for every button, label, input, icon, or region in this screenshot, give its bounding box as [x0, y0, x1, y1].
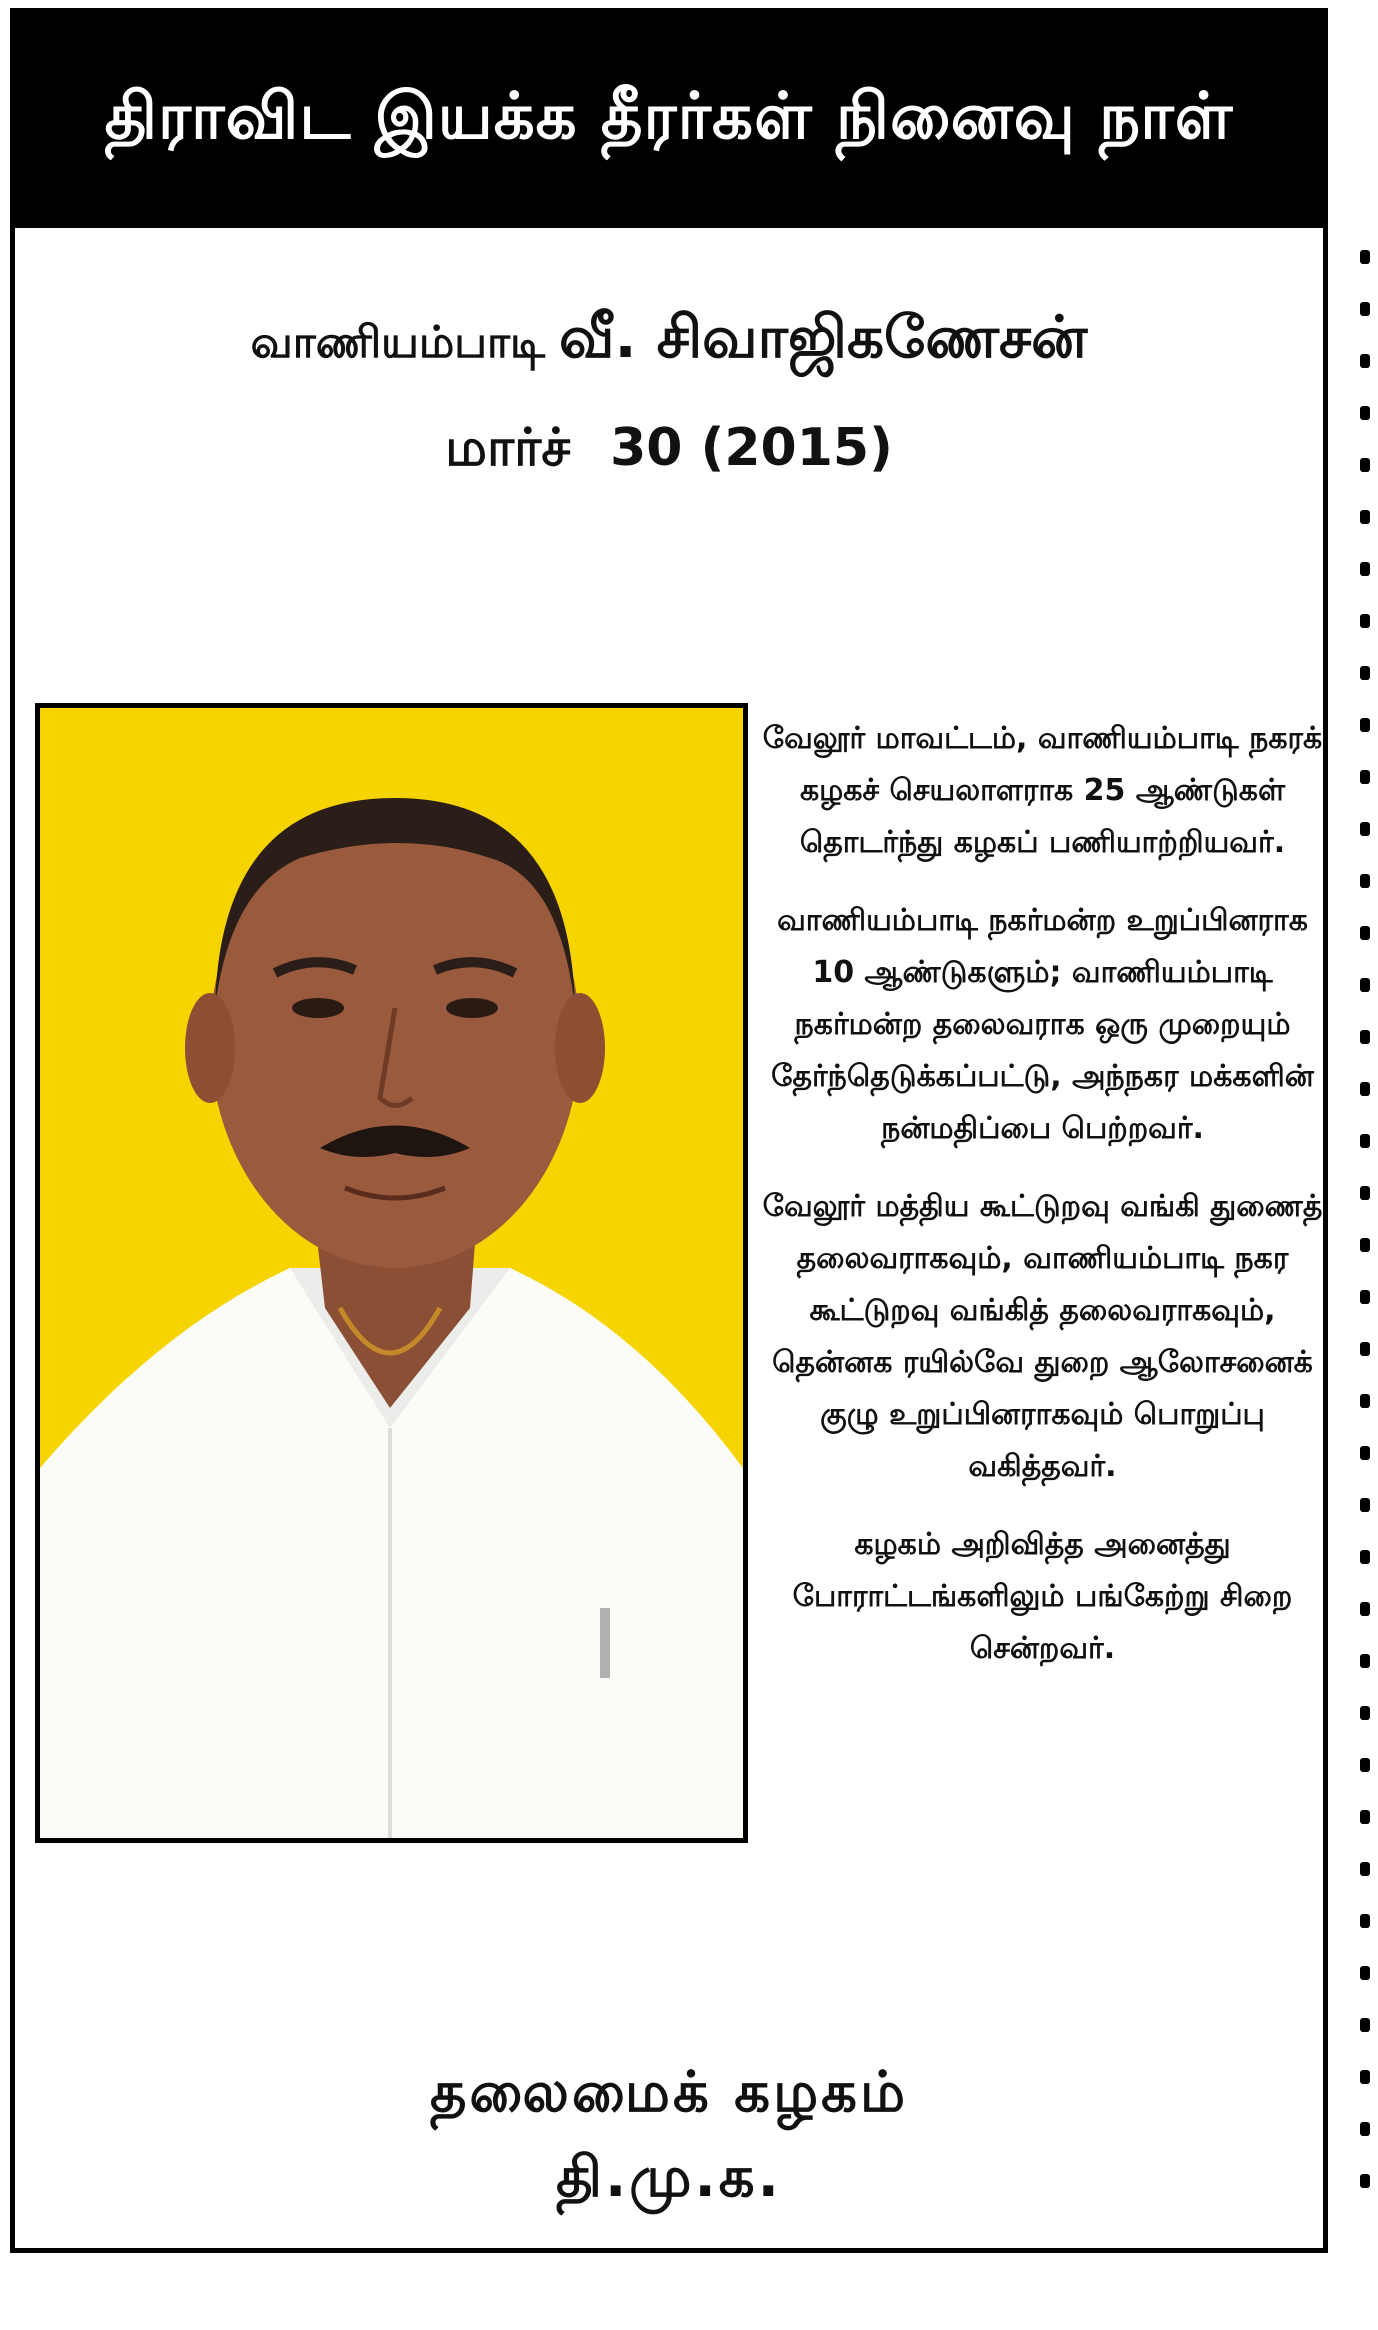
clipped-glyph [1360, 2174, 1370, 2188]
clipped-glyph [1360, 406, 1370, 420]
bio-paragraph: கழகம் அறிவித்த அனைத்து போராட்டங்களிலும் பங்கேற்று சிறை சென்றவர். [792, 1527, 1293, 1666]
clipped-glyph [1360, 250, 1370, 264]
clipped-glyph [1360, 2070, 1370, 2084]
party-name: தி.மு.க. [556, 2145, 782, 2210]
town-name: வாணியம்பாடி [250, 317, 546, 368]
portrait-photo [35, 703, 748, 1843]
name-heading [15, 303, 1323, 379]
clipped-glyph [1360, 1602, 1370, 1616]
banner-title: திராவிட இயக்க தீரர்கள் நினைவு நாள் [104, 79, 1234, 154]
clipped-glyph [1360, 1654, 1370, 1668]
clipped-glyph [1360, 458, 1370, 472]
title-banner [15, 13, 1323, 228]
clipped-glyph [1360, 354, 1370, 368]
clipped-glyph [1360, 718, 1370, 732]
portrait-illustration [40, 708, 743, 1838]
clipped-glyph [1360, 614, 1370, 628]
clipped-glyph [1360, 1498, 1370, 1512]
issuer-footer [15, 2053, 1323, 2223]
clipped-glyph [1360, 2018, 1370, 2032]
clipped-glyph [1360, 1706, 1370, 1720]
clipped-glyph [1360, 1914, 1370, 1928]
clipped-glyph [1360, 822, 1370, 836]
clipped-glyph [1360, 1030, 1370, 1044]
clipped-glyph [1360, 874, 1370, 888]
biography [760, 713, 1325, 1701]
clipped-glyph [1360, 926, 1370, 940]
clipped-glyph [1360, 1290, 1370, 1304]
clipped-glyph [1360, 1342, 1370, 1356]
memorial-date [15, 418, 1323, 485]
bio-paragraph: வேலூர் மத்திய கூட்டுறவு வங்கி துணைத் தலைவராகவும், வாணியம்பாடி நகர கூட்டுறவு வங்கித் தலைவராகவும், தென்னக ரயில்வே துறை ஆலோசனைக் குழு உறுப்பினராகவும் பொறுப்பு வகித்தவர். [762, 1189, 1323, 1484]
clipped-glyph [1360, 1238, 1370, 1252]
clipped-glyph [1360, 1810, 1370, 1824]
clipped-glyph [1360, 1186, 1370, 1200]
clipped-glyph [1360, 1758, 1370, 1772]
clipped-glyph [1360, 666, 1370, 680]
adjacent-column-edge [1360, 250, 1372, 2250]
clipped-glyph [1360, 1550, 1370, 1564]
clipped-glyph [1360, 562, 1370, 576]
person-name: வீ. சிவாஜிகணேசன் [559, 303, 1088, 371]
clipped-glyph [1360, 770, 1370, 784]
clipped-glyph [1360, 1966, 1370, 1980]
clipped-glyph [1360, 1394, 1370, 1408]
clipped-glyph [1360, 302, 1370, 316]
clipped-glyph [1360, 510, 1370, 524]
memorial-notice [10, 8, 1328, 2253]
issuer-office: தலைமைக் கழகம் [429, 2060, 909, 2125]
clipped-glyph [1360, 1446, 1370, 1460]
clipped-glyph [1360, 2122, 1370, 2136]
clipped-glyph [1360, 1082, 1370, 1096]
clipped-glyph [1360, 1862, 1370, 1876]
bio-paragraph: வாணியம்பாடி நகர்மன்ற உறுப்பினராக 10 ஆண்டுகளும்; வாணியம்பாடி நகர்மன்ற தலைவராக ஒரு முறையும் தேர்ந்தெடுக்கப்பட்டு, அந்நகர மக்களின் நன்மதிப்பை பெற்றவர். [771, 903, 1314, 1146]
date-day-year: 30 (2015) [610, 418, 893, 478]
clipped-glyph [1360, 978, 1370, 992]
date-month: மார்ச் [445, 418, 571, 478]
clipped-glyph [1360, 1134, 1370, 1148]
bio-paragraph: வேலூர் மாவட்டம், வாணியம்பாடி நகரக் கழகச் செயலாளராக 25 ஆண்டுகள் தொடர்ந்து கழகப் பணியாற்றியவர். [762, 721, 1323, 860]
